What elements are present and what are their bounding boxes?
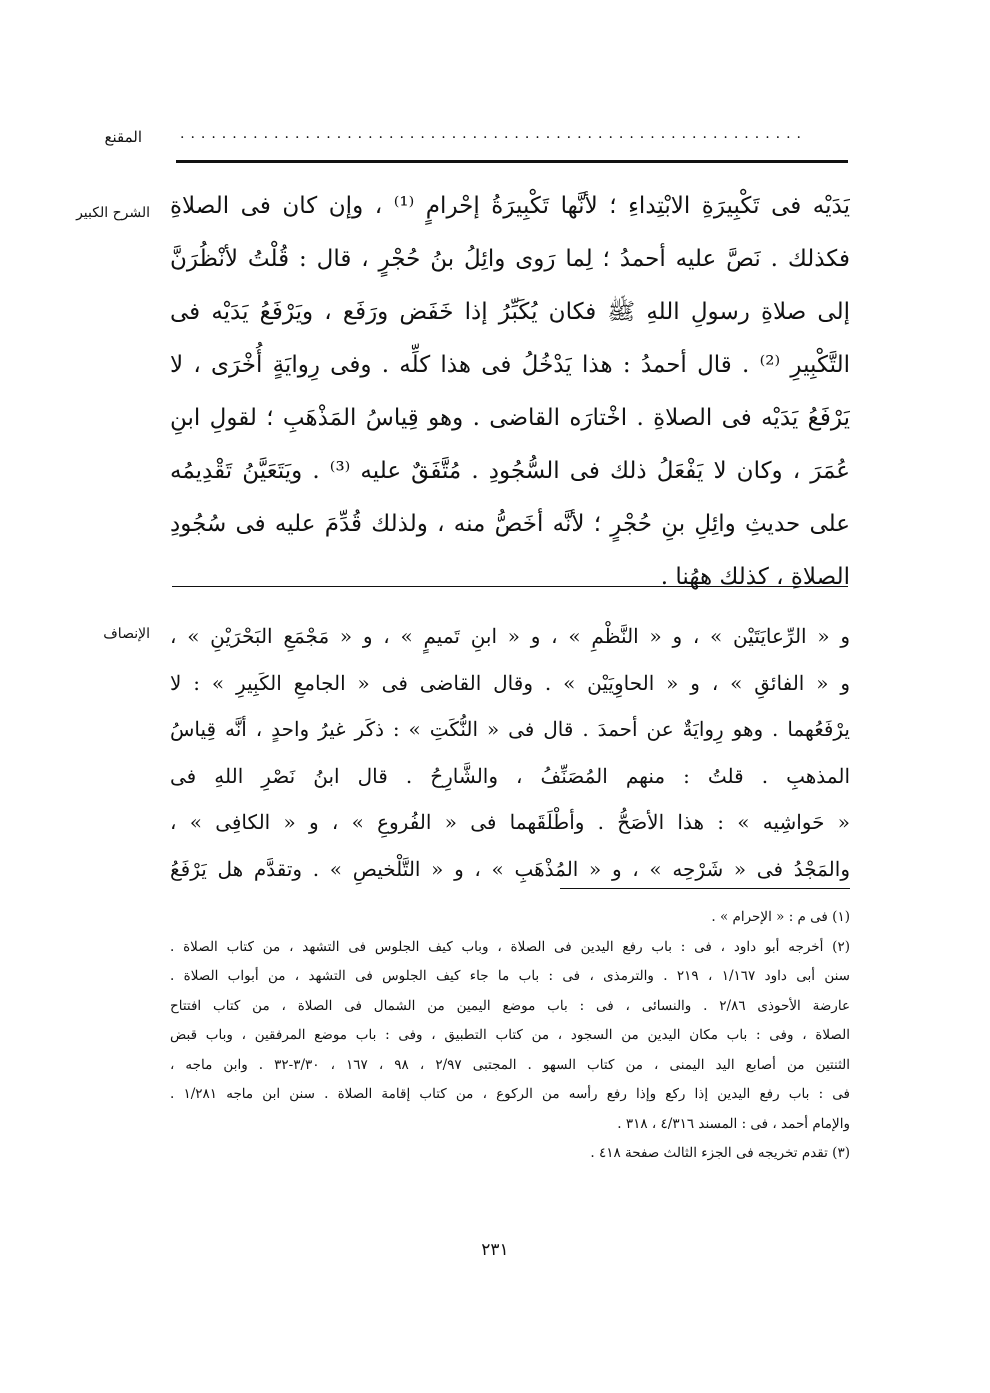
sharh-line: فكذلك . نَصَّ عليه أحمدُ ؛ لِما رَوى وائِلُ بنُ حُجْرٍ ، قال : قُلْتُ لأنْظُرَنَّ <box>170 246 850 272</box>
insaf-text-block <box>170 613 850 892</box>
page-number: ٢٣١ <box>481 1240 509 1260</box>
footnote-line: والإمام أحمد ، فى : المسند ٤/٣١٦ ، ٣١٨ . <box>617 1115 850 1132</box>
label-sharh-kabir: الشرح الكبير <box>76 205 150 221</box>
header-book-title: المقنع <box>104 128 142 146</box>
insaf-line: « حَواشِيه » : هذا الأصَحُّ . وأطْلَقَهما فى « الفُروعِ » ، و « الكافِى » ، <box>170 810 850 834</box>
insaf-line: والمَجْدُ فى « شَرْحِه » ، و « المُذْهَبِ » ، و « التَّلْخيصِ » . وتقدَّم هل يَرْفَعُ <box>170 856 850 881</box>
footnote-rule <box>560 888 850 889</box>
footnote-line: (٢) أخرجه أبو داود ، فى : باب رفع اليدين فى الصلاة ، وباب كيف الجلوس فى التشهد ، من كتاب الصلاة . <box>170 938 850 955</box>
footnote-line: (١) فى م : « الإحرام » . <box>711 909 850 925</box>
footnote-line: سنن أبى داود ١/١٦٧ ، ٢١٩ . والترمذى ، فى : باب ما جاء كيف الجلوس فى التشهد ، من أبواب الصلاة . <box>170 968 850 984</box>
footnote-line: الصلاة ، وفى : باب مكان اليدين من السجود ، من كتاب التطبيق ، وفى : باب موضع المرفقين ، وباب قبض <box>170 1027 850 1043</box>
sharh-line: يَدَيْه فى تَكْبِيرَةِ الابْتِداءِ ؛ لأنَّها تَكْبِيرَةُ إحْرامٍ ⁽¹⁾ ، وإن كان فى الصلاةِ <box>170 193 850 219</box>
insaf-line: و « الرِّعايَتَيْن » ، و « النَّظْمِ » ، و « ابنِ تَميمٍ » ، و « مَجْمَعِ البَحْرَيْنِ » ، <box>170 624 850 648</box>
footnote-line: عارضة الأحوذى ٢/٨٦ . والنسائى ، فى : باب موضع اليمين من الشمال فى الصلاة ، من كتاب افتتاح <box>170 997 850 1014</box>
footnote-line: فى : باب رفع اليدين إذا ركع وإذا رفع رأسه من الركوع ، من كتاب إقامة الصلاة . سنن ابن ماجه ١/٢٨١ . <box>170 1086 850 1102</box>
footnote-line: الثنتين من أصابع اليد اليمنى ، من كتاب السهو . المجتبى ٢/٩٧ ، ٩٨ ، ١٦٧ ، ٣/٣٠-٣٢ . وابن ماجه ، <box>170 1056 850 1073</box>
label-insaf: الإنصاف <box>103 626 150 642</box>
footnote-line: (٣) تقدم تخريجه فى الجزء الثالث صفحة ٤١٨ . <box>590 1145 850 1161</box>
section-divider <box>172 586 848 587</box>
sharh-line: الصلاةِ ، كذلك ههُنا . <box>660 564 850 590</box>
insaf-line: يرْفَعُهما . وهو رِوايَةٌ عن أحمدَ . قال فى « النُّكَتِ » : ذكَر غيرُ واحدٍ ، أنَّه قِياسُ <box>170 717 850 741</box>
sharh-line: إلى صلاةِ رسولِ اللهِ ﷺ فكان يُكَبِّرُ إذا خَفَض ورَفَع ، ويَرْفَعُ يَدَيْه فى <box>170 299 850 325</box>
header-dot-leader: ............................................................ <box>180 126 808 142</box>
sharh-text-block <box>170 180 850 604</box>
footnotes-block <box>170 903 850 1169</box>
insaf-line: و « الفائقِ » ، و « الحاوِيَيْن » . وقال القاضى فى « الجامعِ الكَبِيرِ » : لا <box>170 670 850 695</box>
sharh-line: التَّكْبِيرِ ⁽²⁾ . قال أحمدُ : هذا يَدْخُلُ فى هذا كلِّه . وفى رِوايَةٍ أُخْرَى ، لا <box>170 352 850 378</box>
sharh-line: يَرْفَعُ يَدَيْه فى الصلاةِ . اخْتارَه القاضى . وهو قِياسُ المَذْهَبِ ؛ لقولِ ابنِ <box>170 405 850 431</box>
insaf-line: المذهبِ . قلتُ : منهم المُصَنِّفُ ، والشَّارِحُ . قال ابنُ نَصْرِ اللهِ فى <box>170 763 850 788</box>
sharh-line: على حديثِ وائِلِ بنِ حُجْرٍ ؛ لأنَّه أخَصُّ منه ، ولذلك قُدِّمَ عليه فى سُجُودِ <box>170 511 850 537</box>
sharh-line: عُمَرَ ، وكان لا يَفْعَلُ ذلك فى السُّجُودِ . مُتَّفَقٌ عليه ⁽³⁾ . ويَتَعَيَّنُ تَقْدِيمُه <box>170 458 850 484</box>
header-rule <box>176 160 848 163</box>
